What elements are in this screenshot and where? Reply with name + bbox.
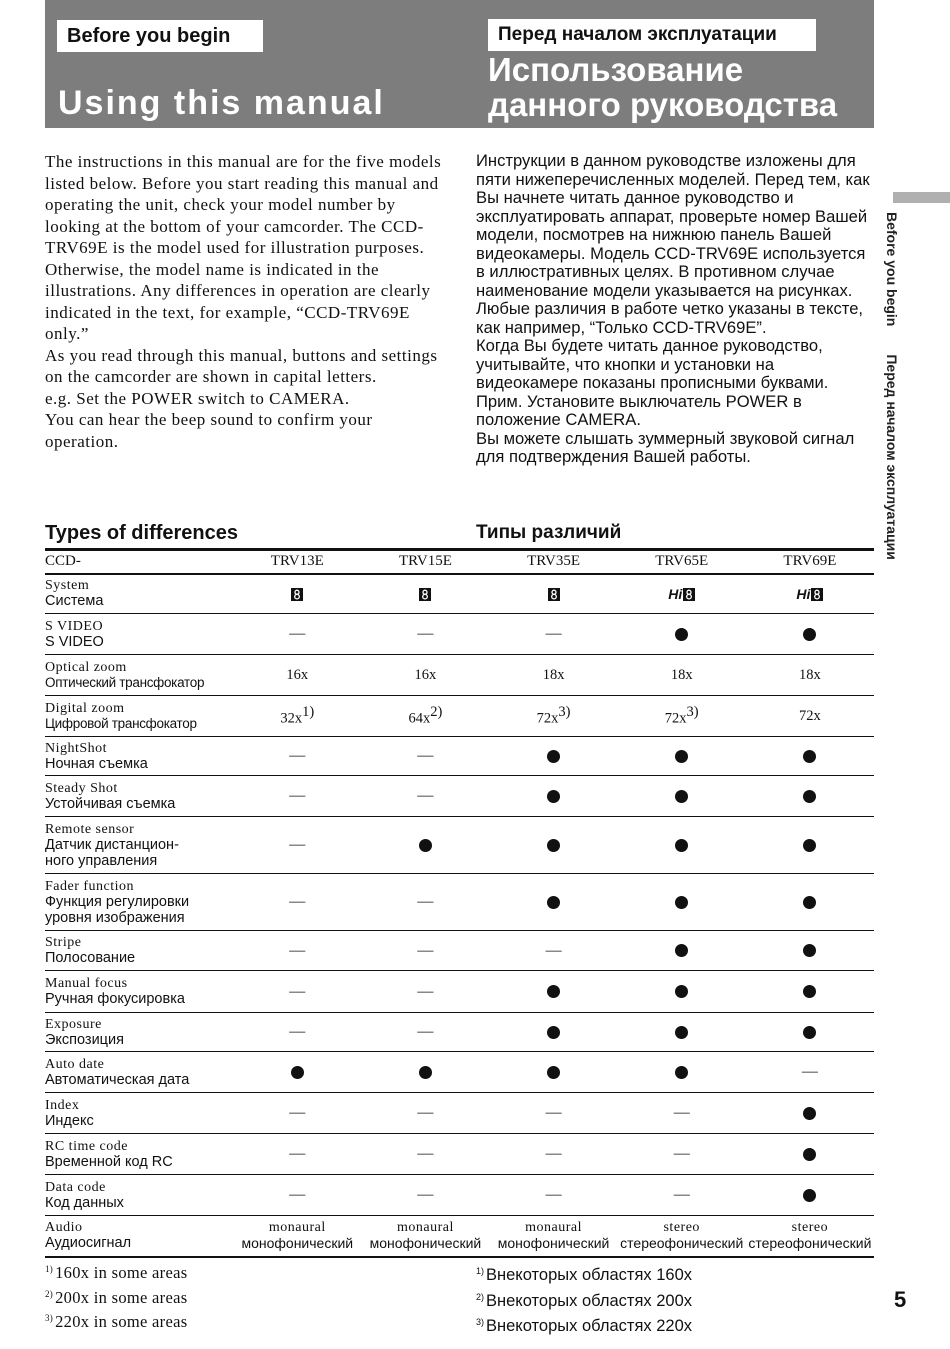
table-body bbox=[45, 574, 874, 1257]
row-label-en: Manual focus bbox=[45, 976, 128, 991]
feature-absent-cell bbox=[361, 614, 489, 655]
row-label bbox=[45, 1052, 233, 1093]
row-label-ru: Цифровой трансфокатор bbox=[45, 715, 197, 731]
table-row bbox=[45, 1093, 874, 1134]
dash-mark: — bbox=[417, 787, 434, 804]
dash-mark: — bbox=[289, 625, 306, 642]
filled-circle-icon bbox=[291, 1066, 304, 1079]
feature-absent-cell bbox=[233, 874, 361, 931]
feature-absent-cell bbox=[490, 614, 618, 655]
audio-value-en: stereo bbox=[663, 1220, 700, 1236]
dash-mark: — bbox=[289, 1104, 306, 1121]
system-format-cell bbox=[361, 574, 489, 614]
row-label-ru: Индекс bbox=[45, 1112, 94, 1129]
dash-mark: — bbox=[545, 625, 562, 642]
feature-absent-cell bbox=[361, 1013, 489, 1052]
filled-circle-icon bbox=[803, 944, 816, 957]
cell-value: 72x bbox=[664, 710, 687, 727]
table-row bbox=[45, 971, 874, 1013]
footnote-ref: 2) bbox=[430, 704, 443, 721]
page-title-ru-line: данного руководства bbox=[488, 86, 838, 123]
dash-mark: — bbox=[545, 1104, 562, 1121]
row-label-en: Audio bbox=[45, 1220, 83, 1236]
filled-circle-icon bbox=[547, 750, 560, 763]
dash-mark: — bbox=[417, 1023, 434, 1040]
table-row bbox=[45, 776, 874, 817]
table-row bbox=[45, 574, 874, 614]
feature-absent-cell bbox=[233, 971, 361, 1013]
cell-value: 16x bbox=[286, 667, 309, 683]
dash-mark: — bbox=[289, 941, 306, 959]
section-label-ru: Перед началом эксплуатации bbox=[488, 19, 816, 51]
system-format-cell bbox=[618, 574, 746, 614]
value-cell bbox=[618, 655, 746, 696]
row-label-ru: Аудиосигнал bbox=[45, 1235, 132, 1252]
feature-present-cell bbox=[746, 776, 874, 817]
feature-present-cell bbox=[490, 971, 618, 1013]
video8-logo-icon: Hi bbox=[796, 586, 823, 602]
footnote-ref: 1) bbox=[302, 704, 315, 721]
row-label bbox=[45, 817, 233, 874]
feature-present-cell bbox=[490, 874, 618, 931]
filled-circle-icon bbox=[419, 839, 432, 852]
filled-circle-icon bbox=[547, 1026, 560, 1039]
feature-present-cell bbox=[746, 614, 874, 655]
row-label-en: Exposure bbox=[45, 1016, 102, 1032]
side-tab bbox=[884, 212, 912, 612]
filled-circle-icon bbox=[803, 896, 816, 909]
filled-circle-icon bbox=[803, 1107, 816, 1120]
audio-value-ru: стереофонический bbox=[748, 1235, 872, 1252]
filled-circle-icon bbox=[675, 1026, 688, 1039]
table-row bbox=[45, 1052, 874, 1093]
filled-circle-icon bbox=[803, 1148, 816, 1161]
footnote-mark: 1) bbox=[476, 1266, 485, 1276]
feature-absent-cell bbox=[490, 931, 618, 971]
intro-paragraph: As you read through this manual, buttons and settings on the camcorder are shown in capital letters. bbox=[45, 345, 438, 386]
feature-present-cell bbox=[618, 931, 746, 971]
model-prefix: CCD- bbox=[45, 553, 81, 570]
filled-circle-icon bbox=[547, 985, 560, 998]
intro-paragraph: The instructions in this manual are for the five models listed below. Before you start reading this manual and operating the unit, check your model number by looking at the bottom of your camcorder. The CCD-TRV69E is the model used for illustration purposes. Otherwise, the model name is indicated in the illustrations. Any differences in operation are clearly indicated in the text, for example, “CCD-TRV69E only.” bbox=[45, 152, 442, 343]
cell-value: 18x bbox=[670, 667, 693, 683]
feature-absent-cell bbox=[233, 1134, 361, 1175]
row-label bbox=[45, 971, 233, 1013]
footnote-ref: 3) bbox=[558, 704, 571, 721]
audio-value-en: monaural bbox=[525, 1220, 582, 1236]
system-format-cell bbox=[746, 574, 874, 614]
filled-circle-icon bbox=[675, 839, 688, 852]
audio-value-en: stereo bbox=[791, 1220, 829, 1236]
feature-present-cell bbox=[746, 1093, 874, 1134]
footnote-mark: 3) bbox=[476, 1317, 485, 1327]
side-tab-label-en: Before you begin bbox=[884, 212, 900, 327]
footnote bbox=[45, 1259, 187, 1284]
audio-cell bbox=[233, 1216, 361, 1257]
row-label-ru: Ночная съемка bbox=[45, 755, 148, 772]
audio-value-ru: монофонический bbox=[241, 1235, 354, 1252]
table-row bbox=[45, 1013, 874, 1052]
row-label-ru: Оптический трансфокатор bbox=[45, 674, 205, 690]
row-label-en: Optical zoom bbox=[45, 659, 127, 675]
intro-paragraph: Когда Вы будете читать данное руководство, учитывайте, что кнопки и установки на видеокамере показаны прописными буквами. bbox=[476, 336, 829, 392]
cell-value: 32x bbox=[280, 710, 303, 727]
footnote-mark: 2) bbox=[45, 1288, 54, 1299]
feature-present-cell bbox=[490, 817, 618, 874]
feature-absent-cell bbox=[361, 1093, 489, 1134]
feature-absent-cell bbox=[618, 1134, 746, 1175]
row-label-ru: Система bbox=[45, 593, 104, 610]
feature-present-cell bbox=[618, 874, 746, 931]
table-row bbox=[45, 696, 874, 737]
row-label-en: Steady Shot bbox=[45, 780, 118, 796]
video8-logo-icon bbox=[548, 588, 560, 601]
row-label bbox=[45, 696, 233, 737]
filled-circle-icon bbox=[803, 628, 816, 641]
feature-present-cell bbox=[746, 1175, 874, 1216]
dash-mark: — bbox=[289, 893, 306, 910]
feature-absent-cell bbox=[233, 931, 361, 971]
model-column-header: TRV15E bbox=[398, 553, 452, 570]
differences-table bbox=[45, 548, 874, 1258]
dash-mark: — bbox=[545, 941, 562, 959]
row-label-en: System bbox=[45, 578, 90, 594]
row-label-ru: Устойчивая съемка bbox=[45, 795, 176, 812]
row-label-ru: Автоматическая дата bbox=[45, 1071, 190, 1088]
feature-absent-cell bbox=[361, 737, 489, 776]
filled-circle-icon bbox=[675, 944, 688, 957]
intro-paragraph: Вы можете слышать зуммерный звуковой сигнал для подтверждения Вашей работы. bbox=[476, 428, 855, 466]
feature-absent-cell bbox=[490, 1134, 618, 1175]
filled-circle-icon bbox=[547, 1066, 560, 1079]
model-column-header: TRV69E bbox=[783, 553, 837, 570]
model-column-header: TRV13E bbox=[270, 553, 324, 570]
feature-present-cell bbox=[361, 817, 489, 874]
row-label bbox=[45, 776, 233, 817]
feature-absent-cell bbox=[490, 1093, 618, 1134]
dash-mark: — bbox=[417, 1145, 434, 1162]
value-cell bbox=[746, 696, 874, 737]
side-tab-marker bbox=[893, 192, 950, 203]
footnote bbox=[476, 1287, 692, 1313]
feature-present-cell bbox=[361, 1052, 489, 1093]
filled-circle-icon bbox=[803, 839, 816, 852]
table-header-row bbox=[45, 550, 874, 574]
model-column-header: TRV35E bbox=[527, 553, 581, 570]
audio-cell bbox=[490, 1216, 618, 1257]
page-number: 5 bbox=[894, 1287, 907, 1312]
dash-mark: — bbox=[289, 836, 306, 853]
audio-value-en: monaural bbox=[268, 1220, 326, 1236]
row-label-en: Fader function bbox=[45, 878, 135, 894]
row-label-en: S VIDEO bbox=[45, 618, 104, 634]
page-title-en: Using this manual bbox=[58, 84, 385, 122]
row-label-ru: Временной код RC bbox=[45, 1153, 173, 1170]
dash-mark: — bbox=[673, 1104, 690, 1121]
table-row bbox=[45, 931, 874, 971]
feature-present-cell bbox=[490, 1013, 618, 1052]
footnote-ref: 3) bbox=[686, 704, 699, 721]
value-cell bbox=[490, 655, 618, 696]
page-title-ru-line: Использование bbox=[488, 51, 744, 88]
row-label bbox=[45, 1175, 233, 1216]
audio-value-ru: стереофонический bbox=[620, 1235, 744, 1252]
side-tab-label-ru: Перед началом эксплуатации bbox=[884, 354, 900, 560]
video8-logo-icon bbox=[419, 588, 431, 601]
feature-present-cell bbox=[233, 1052, 361, 1093]
cell-value: 18x bbox=[542, 667, 565, 683]
section-label-en: Before you begin bbox=[57, 20, 263, 52]
feature-absent-cell bbox=[233, 817, 361, 874]
value-cell bbox=[233, 655, 361, 696]
feature-absent-cell bbox=[233, 1013, 361, 1052]
feature-present-cell bbox=[746, 1134, 874, 1175]
row-label-ru: Функция регулировки bbox=[45, 893, 190, 910]
value-cell bbox=[618, 696, 746, 737]
table-row bbox=[45, 614, 874, 655]
dash-mark: — bbox=[417, 893, 434, 910]
feature-present-cell bbox=[618, 1052, 746, 1093]
intro-paragraph: Прим. Установите выключатель POWER в положение CAMERA. bbox=[476, 391, 802, 429]
filled-circle-icon bbox=[675, 790, 688, 803]
footnote-mark: 3) bbox=[45, 1313, 54, 1323]
value-cell bbox=[746, 655, 874, 696]
intro-paragraph: Инструкции в данном руководстве изложены для пяти нижеперечисленных моделей. Перед тем, как Вы начнете читать данное руководство и эксплуатировать аппарат, проверьте номер Вашей модели, посмотрев на нижнюю панель Вашей видеокамеры. Модель CCD-TRV69E используется в иллюстративных целях. В противном случае наименование модели указывается на рисунках. Любые различия в работе четко указаны в тексте, как например, “Только CCD-TRV69E”. bbox=[476, 151, 870, 337]
filled-circle-icon bbox=[675, 896, 688, 909]
dash-mark: — bbox=[801, 1063, 818, 1080]
table-row bbox=[45, 1216, 874, 1257]
feature-present-cell bbox=[618, 737, 746, 776]
row-label bbox=[45, 874, 233, 931]
footnote-mark: 2) bbox=[476, 1291, 485, 1302]
row-label bbox=[45, 1216, 233, 1257]
feature-present-cell bbox=[746, 971, 874, 1013]
feature-present-cell bbox=[618, 971, 746, 1013]
dash-mark: — bbox=[545, 1145, 562, 1162]
row-label-ru: ного управления bbox=[45, 852, 158, 869]
table-row bbox=[45, 874, 874, 931]
row-label-ru: Код данных bbox=[45, 1194, 124, 1211]
table-row bbox=[45, 817, 874, 874]
table-row bbox=[45, 1134, 874, 1175]
feature-absent-cell bbox=[233, 1093, 361, 1134]
footnote-text: 220x in some areas bbox=[55, 1312, 188, 1331]
footnotes-en bbox=[45, 1259, 187, 1333]
feature-absent-cell bbox=[746, 1052, 874, 1093]
feature-absent-cell bbox=[233, 614, 361, 655]
footnote bbox=[45, 1308, 187, 1333]
cell-value: 16x bbox=[414, 667, 437, 683]
row-label-en: Index bbox=[45, 1097, 80, 1113]
dash-mark: — bbox=[417, 1104, 434, 1121]
footnote-mark: 1) bbox=[45, 1264, 54, 1274]
row-label bbox=[45, 737, 233, 776]
cell-value: 72x bbox=[799, 708, 821, 724]
feature-present-cell bbox=[746, 874, 874, 931]
intro-paragraph: e.g. Set the POWER switch to CAMERA. bbox=[45, 388, 350, 408]
table-row bbox=[45, 737, 874, 776]
dash-mark: — bbox=[673, 1186, 690, 1203]
feature-present-cell bbox=[746, 817, 874, 874]
row-label-ru: уровня изображения bbox=[45, 909, 185, 926]
system-format-cell bbox=[490, 574, 618, 614]
feature-present-cell bbox=[746, 737, 874, 776]
feature-absent-cell bbox=[233, 776, 361, 817]
audio-cell bbox=[746, 1216, 874, 1257]
feature-absent-cell bbox=[361, 971, 489, 1013]
types-heading-en: Types of differences bbox=[45, 522, 239, 544]
dash-mark: — bbox=[417, 982, 434, 1000]
intro-paragraph: You can hear the beep sound to confirm your operation. bbox=[45, 410, 373, 451]
system-format-cell bbox=[233, 574, 361, 614]
dash-mark: — bbox=[417, 941, 434, 959]
row-label-en: RC time code bbox=[45, 1138, 128, 1154]
video8-logo-icon bbox=[291, 588, 303, 601]
feature-absent-cell bbox=[490, 1175, 618, 1216]
intro-text-ru bbox=[476, 152, 876, 467]
dash-mark: — bbox=[417, 747, 434, 764]
cell-value: 72x bbox=[536, 710, 559, 727]
feature-present-cell bbox=[490, 776, 618, 817]
filled-circle-icon bbox=[419, 1066, 432, 1079]
row-label-ru: S VIDEO bbox=[45, 633, 104, 650]
dash-mark: — bbox=[289, 747, 306, 764]
feature-absent-cell bbox=[618, 1093, 746, 1134]
row-label-en: Remote sensor bbox=[45, 821, 135, 837]
feature-absent-cell bbox=[361, 776, 489, 817]
row-label bbox=[45, 1093, 233, 1134]
dash-mark: — bbox=[289, 1023, 306, 1040]
filled-circle-icon bbox=[675, 628, 688, 641]
dash-mark: — bbox=[417, 1186, 434, 1203]
filled-circle-icon bbox=[803, 1026, 816, 1039]
dash-mark: — bbox=[673, 1145, 690, 1162]
filled-circle-icon bbox=[803, 790, 816, 803]
feature-absent-cell bbox=[361, 874, 489, 931]
footnotes-ru bbox=[476, 1261, 692, 1338]
row-label bbox=[45, 614, 233, 655]
footnote bbox=[45, 1284, 187, 1309]
feature-absent-cell bbox=[361, 1134, 489, 1175]
feature-present-cell bbox=[490, 1052, 618, 1093]
row-label bbox=[45, 655, 233, 696]
row-label-ru: Экспозиция bbox=[45, 1031, 124, 1048]
feature-absent-cell bbox=[361, 931, 489, 971]
row-label-ru: Полосование bbox=[45, 950, 136, 966]
value-cell bbox=[361, 696, 489, 737]
row-label bbox=[45, 1134, 233, 1175]
feature-present-cell bbox=[618, 614, 746, 655]
dash-mark: — bbox=[289, 787, 306, 804]
audio-value-ru: монофонический bbox=[369, 1235, 482, 1252]
footnote-text: Внекоторых областях 160x bbox=[486, 1266, 692, 1284]
dash-mark: — bbox=[289, 1186, 306, 1203]
row-label-en: Auto date bbox=[45, 1056, 105, 1072]
row-label bbox=[45, 931, 233, 971]
page-title-ru bbox=[488, 52, 837, 122]
footnote-text: 200x in some areas bbox=[55, 1287, 188, 1307]
row-label bbox=[45, 574, 233, 614]
video8-logo-icon: Hi bbox=[668, 586, 695, 602]
audio-cell bbox=[618, 1216, 746, 1257]
feature-absent-cell bbox=[233, 737, 361, 776]
filled-circle-icon bbox=[547, 839, 560, 852]
value-cell bbox=[233, 696, 361, 737]
filled-circle-icon bbox=[547, 896, 560, 909]
model-column-header: TRV65E bbox=[655, 553, 709, 570]
filled-circle-icon bbox=[803, 1189, 816, 1202]
footnote-text: 160x in some areas bbox=[55, 1263, 188, 1282]
feature-present-cell bbox=[746, 1013, 874, 1052]
feature-present-cell bbox=[618, 1013, 746, 1052]
feature-absent-cell bbox=[361, 1175, 489, 1216]
row-label-en: Data code bbox=[45, 1179, 106, 1195]
cell-value: 18x bbox=[799, 667, 821, 683]
footnote bbox=[476, 1312, 692, 1338]
feature-absent-cell bbox=[233, 1175, 361, 1216]
filled-circle-icon bbox=[803, 750, 816, 763]
row-label-en: NightShot bbox=[45, 740, 108, 756]
footnote-text: Внекоторых областях 200x bbox=[486, 1291, 692, 1310]
row-label bbox=[45, 1013, 233, 1052]
row-label-en: Digital zoom bbox=[45, 700, 125, 716]
dash-mark: — bbox=[289, 982, 306, 1000]
feature-present-cell bbox=[490, 737, 618, 776]
filled-circle-icon bbox=[675, 985, 688, 998]
value-cell bbox=[490, 696, 618, 737]
row-label-ru: Датчик дистанцион- bbox=[45, 836, 179, 853]
filled-circle-icon bbox=[547, 790, 560, 803]
table-row bbox=[45, 655, 874, 696]
dash-mark: — bbox=[417, 625, 434, 642]
footnote-text: Внекоторых областях 220x bbox=[486, 1317, 692, 1335]
feature-present-cell bbox=[746, 931, 874, 971]
audio-value-ru: монофонический bbox=[497, 1235, 610, 1252]
filled-circle-icon bbox=[675, 750, 688, 763]
dash-mark: — bbox=[545, 1186, 562, 1203]
feature-present-cell bbox=[618, 776, 746, 817]
feature-absent-cell bbox=[618, 1175, 746, 1216]
types-heading-ru: Типы различий bbox=[476, 522, 622, 543]
feature-present-cell bbox=[618, 817, 746, 874]
row-label-en: Stripe bbox=[45, 935, 82, 950]
table-row bbox=[45, 1175, 874, 1216]
row-label-ru: Ручная фокусировка bbox=[45, 991, 185, 1007]
dash-mark: — bbox=[289, 1145, 306, 1162]
audio-cell bbox=[361, 1216, 489, 1257]
intro-text-en bbox=[45, 151, 445, 452]
footnote bbox=[476, 1261, 692, 1287]
filled-circle-icon bbox=[803, 985, 816, 998]
value-cell bbox=[361, 655, 489, 696]
filled-circle-icon bbox=[675, 1066, 688, 1079]
cell-value: 64x bbox=[408, 710, 431, 727]
audio-value-en: monaural bbox=[396, 1220, 454, 1236]
